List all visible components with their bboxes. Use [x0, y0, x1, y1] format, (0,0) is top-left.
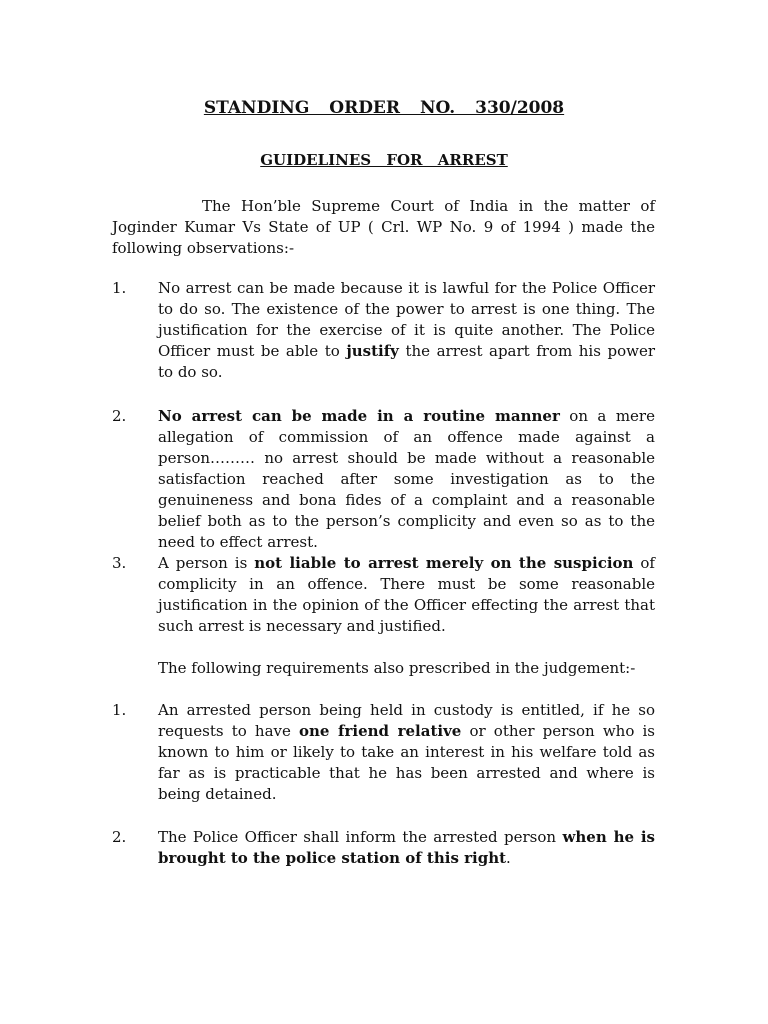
text-part: .	[506, 849, 511, 867]
text-part: A person is	[158, 554, 248, 572]
document-title: STANDING ORDER NO. 330/2008	[203, 98, 565, 118]
bold-text: justify	[346, 342, 399, 360]
intro-paragraph	[112, 196, 655, 259]
bold-text: not liable to arrest merely on the suspicion	[254, 554, 634, 572]
item-text	[158, 827, 655, 869]
item-number: 1.	[112, 279, 127, 297]
item-text	[158, 406, 655, 553]
item-number: 1.	[112, 701, 127, 719]
text-part: on a mere allegation of commission of an offence made against a person……… no arrest should be made without a reasonable satisfaction reached after some investigation as to the genuineness and bona fides of a complaint and a reasonable belief both as to the person’s complicity and even so as to the need to effect arrest.	[158, 407, 655, 551]
item-number: 3.	[112, 554, 127, 572]
document-subtitle: GUIDELINES FOR ARREST	[260, 151, 508, 169]
intro-text: The Hon’ble Supreme Court of India in the matter of Joginder Kumar Vs State of UP ( Crl. WP No. 9 of 1994 ) made the following observations:-	[112, 197, 655, 257]
bold-text: when he is brought to the police station of this right	[158, 828, 655, 867]
text-part: the arrest apart from his power to do so.	[158, 342, 655, 381]
text-part: An arrested person being held in custody is entitled, if he so requests to have	[158, 701, 655, 740]
text-part: of complicity in an offence. There must be some reasonable justification in the opinion of the Officer effecting the arrest that such arrest is necessary and justified.	[158, 554, 655, 635]
text-part: The Police Officer shall inform the arrested person	[158, 828, 557, 846]
item-number: 2.	[112, 407, 127, 425]
item-number: 2.	[112, 828, 127, 846]
bold-text: one friend relative	[299, 722, 462, 740]
item-text	[158, 700, 655, 805]
item-text	[158, 278, 655, 383]
item-text	[158, 553, 655, 637]
text-part: or other person who is known to him or likely to take an interest in his welfare told as far as is practicable that he has been arrested and where is being detained.	[158, 722, 655, 803]
bold-text: No arrest can be made in a routine manner	[158, 407, 560, 425]
requirements-intro: The following requirements also prescribed in the judgement:-	[158, 659, 636, 677]
text-part: No arrest can be made because it is lawful for the Police Officer to do so. The existence of the power to arrest is one thing. The justification for the exercise of it is quite another. The Police Officer must be able to	[158, 279, 655, 360]
